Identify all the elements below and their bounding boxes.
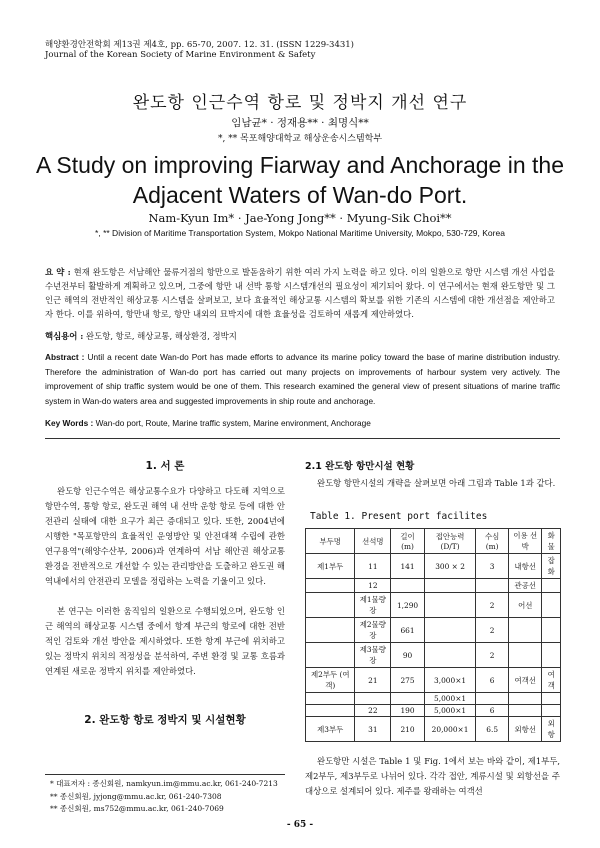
table-cell: 661 <box>391 618 425 643</box>
table-row <box>306 668 561 693</box>
title-korean: 완도항 인근수역 항로 및 정박지 개선 연구 <box>132 93 468 113</box>
table-cell: 제3부두 <box>306 717 355 742</box>
table-cell: 190 <box>391 705 425 717</box>
keywords-korean <box>45 330 237 342</box>
table-row <box>306 618 561 643</box>
table-cell: 210 <box>391 717 425 742</box>
header-citation: 해양환경안전학회 제13권 제4호, pp. 65-70, 2007. 12. 31. (ISSN 1229-3431) <box>45 40 354 50</box>
table-cell: 21 <box>355 668 391 693</box>
section21-heading: 2.1 완도항 항만시설 현황 <box>305 461 415 472</box>
table-cell <box>476 579 509 593</box>
section-divider <box>45 438 560 439</box>
table-cell <box>542 643 561 668</box>
table-cell <box>306 693 355 705</box>
table-cell <box>306 593 355 618</box>
table-cell: 141 <box>391 554 425 579</box>
table-cell <box>542 618 561 643</box>
authors-korean: 임남균* · 정재용** · 최명식** <box>231 117 369 129</box>
table-cell <box>508 705 541 717</box>
table-cell <box>542 693 561 705</box>
footnote-2: ** 종신회원, jyjong@mmu.ac.kr, 061-240-7308 <box>50 791 222 801</box>
table-cell: 여객 <box>542 668 561 693</box>
table-header-row <box>306 529 561 554</box>
keywords-english-text: Wan-do port, Route, Marine traffic system, Marine environment, Anchorage <box>95 418 371 428</box>
table-cell <box>424 643 476 668</box>
table-cell: 관공선 <box>508 579 541 593</box>
table-cell: 2 <box>476 593 509 618</box>
keywords-english <box>45 418 371 428</box>
table-cell: 11 <box>355 554 391 579</box>
table-cell: 90 <box>391 643 425 668</box>
table-cell: 제2물량장 <box>355 618 391 643</box>
section1-heading: 1. 서 론 <box>145 460 185 472</box>
table-row <box>306 717 561 742</box>
keywords-korean-label: 핵심용어 : <box>45 331 84 341</box>
table-cell: 1,290 <box>391 593 425 618</box>
footnotes <box>50 778 290 816</box>
table-header-cell: 수심 (m) <box>476 529 509 554</box>
table-cell <box>306 618 355 643</box>
table-cell: 제2부두 (여객) <box>306 668 355 693</box>
table-cell: 300 × 2 <box>424 554 476 579</box>
table-header-cell: 선석명 <box>355 529 391 554</box>
abstract-english-label: Abstract : <box>45 352 85 362</box>
table-cell: 내항선 <box>508 554 541 579</box>
table-row <box>306 554 561 579</box>
table-cell: 22 <box>355 705 391 717</box>
table-cell: 5,000×1 <box>424 693 476 705</box>
table-cell <box>508 643 541 668</box>
table-row <box>306 579 561 593</box>
abstract-korean-text: 현재 완도항은 서남해안 물류거점의 항만으로 발돋움하기 위한 여러 가지 노력을 하고 있다. 이의 일환으로 항만 시스템 개선 사업을 수년전부터 활발하게 계획하고 있으며, 그중에 항만 내 선박 통항 시스템개선의 필요성이 제기되어 왔다. 이 연구에서는 현재 완도항만 및 그 인근 해역의 전반적인 해상교통 시스템을 살펴보고, 보다 효율적인 해상교통 시스템의 확보를 위한 기존의 시스템에 대한 개선점을 제안하고자 한다. 이를 위하여, 항만내 항로, 항만 내외의 묘박지에 대한 효율성을 검토하여 새롭게 제안하였다. <box>45 267 555 319</box>
table-cell: 31 <box>355 717 391 742</box>
table-header-cell: 접안능력(D/T) <box>424 529 476 554</box>
table-cell: 6 <box>476 668 509 693</box>
table-cell: 제1부두 <box>306 554 355 579</box>
section2-heading: 2. 완도항 항로 정박지 및 시설현황 <box>84 714 246 726</box>
table-cell <box>424 579 476 593</box>
table-cell <box>306 579 355 593</box>
table-cell: 275 <box>391 668 425 693</box>
table-cell <box>391 579 425 593</box>
page-number: - 65 - <box>286 820 314 830</box>
table-cell: 어선 <box>508 593 541 618</box>
table-cell <box>542 579 561 593</box>
section1-paragraph2: 본 연구는 이러한 움직임의 일환으로 수행되었으며, 완도항 인근 해역의 해상교통 시스템 중에서 항계 부근의 항로에 대한 전반적인 검토와 개선 방안을 제시하였다. 또한 항계 부근에 위치하고 있는 정박지 위치의 적정성을 분석하여, 주변 환경 및 교통 흐름과 연계된 새로운 정박지 위치를 제안하였다. <box>45 606 285 676</box>
table-cell <box>391 693 425 705</box>
table-cell: 2 <box>476 643 509 668</box>
footnote-3: ** 종신회원, ms752@mmu.ac.kr, 061-240-7069 <box>50 804 224 813</box>
footnote-1: * 대표저자 : 종신회원, namkyun.im@mmu.ac.kr, 061-240-7213 <box>50 779 278 788</box>
table-cell: 3,000×1 <box>424 668 476 693</box>
table-cell <box>424 618 476 643</box>
table-cell: 5,000×1 <box>424 705 476 717</box>
keywords-english-label: Key Words : <box>45 418 94 428</box>
table-cell: 20,000×1 <box>424 717 476 742</box>
section1-paragraph1: 완도항 인근수역은 해상교통수요가 다양하고 다도해 지역으로 항만수역, 통항 항로, 완도권 해역 내 선박 운항 항로 등에 대한 안전관리 실태에 대한 요구가 최근 증대되고 있다. 또한, 2004년에 시행한 "목포항만의 효율적인 운영방안 및 안전대책 수립에 관한 연구용역"(해양수산부, 2006)과 연계하여 서남 해안권 해상교통 환경을 전반적으로 개선할 수 있는 관리방안을 도출하고 완도권 해역내에서의 안전관리 모델을 정립하는 노력을 기울이고 있다. <box>45 486 285 586</box>
table-cell: 6 <box>476 705 509 717</box>
header-journal: Journal of the Korean Society of Marine Environment & Safety <box>45 50 316 60</box>
table-cell: 외항선 <box>508 717 541 742</box>
table-cell <box>306 643 355 668</box>
table-row <box>306 643 561 668</box>
affiliation-korean: *, ** 목포해양대학교 해상운송시스템학부 <box>217 134 383 144</box>
port-facilities-table <box>305 528 561 742</box>
table-cell <box>424 593 476 618</box>
affiliation-english: *, ** Division of Maritime Transportation System, Mokpo National Maritime University, Mokpo, 530-729, Korea <box>95 228 505 238</box>
table-cell: 6.5 <box>476 717 509 742</box>
table-cell <box>542 705 561 717</box>
table-cell <box>306 705 355 717</box>
table-cell: 제3물량장 <box>355 643 391 668</box>
table-cell <box>476 693 509 705</box>
table-cell <box>508 618 541 643</box>
table-cell: 제1물량장 <box>355 593 391 618</box>
table-cell: 12 <box>355 579 391 593</box>
abstract-korean-label: 요 약 : <box>45 267 71 277</box>
abstract-english-text: Until a recent date Wan-do Port has made efforts to advance its marine policy toward the base of marine distribution industry. Therefore the administration of Wan-do port has carried out many projects on improvements of harbour system very actively. The improvement of ship traffic system would be one of them. This research examined the general view of present situations of marine traffic system in Wan-do waters area and suggested improvements in ship route and anchorage. <box>45 352 561 406</box>
authors-english: Nam-Kyun Im* · Jae-Yong Jong** · Myung-Sik Choi** <box>148 211 452 225</box>
section21-paragraph2: 완도항만 시설은 Table 1 및 Fig. 1에서 보는 바와 같이, 제1부두, 제2부두, 제3부두로 나뉘어 있다. 각각 접안, 계류시설 및 외항선을 주 대상으로 설계되어 있다. 제주를 왕래하는 여객선 <box>305 756 560 796</box>
section21-paragraph1: 완도항 항만시설의 개략을 살펴보면 아래 그림과 Table 1과 같다. <box>317 478 556 488</box>
table-row <box>306 593 561 618</box>
table-cell <box>355 693 391 705</box>
table-cell: 잡화 <box>542 554 561 579</box>
abstract-english <box>45 350 560 408</box>
table-header-cell: 길이 (m) <box>391 529 425 554</box>
table-caption: Table 1. Present port facilites <box>310 511 488 522</box>
table-cell <box>542 593 561 618</box>
table-header-cell: 부두명 <box>306 529 355 554</box>
title-english: A Study on improving Fiarway and Anchorage in the Adjacent Waters of Wan-do Port. <box>35 152 565 208</box>
table-cell: 2 <box>476 618 509 643</box>
table-cell: 3 <box>476 554 509 579</box>
table-row <box>306 693 561 705</box>
table-header-cell: 화물 <box>542 529 561 554</box>
table-cell: 외항 <box>542 717 561 742</box>
abstract-korean <box>45 265 555 321</box>
table-cell: 여객선 <box>508 668 541 693</box>
keywords-korean-text: 완도항, 항로, 해상교통, 해상환경, 정박지 <box>86 331 237 341</box>
table-cell <box>508 693 541 705</box>
table-header-cell: 이용 선박 <box>508 529 541 554</box>
footnote-rule <box>45 774 285 775</box>
table-row <box>306 705 561 717</box>
